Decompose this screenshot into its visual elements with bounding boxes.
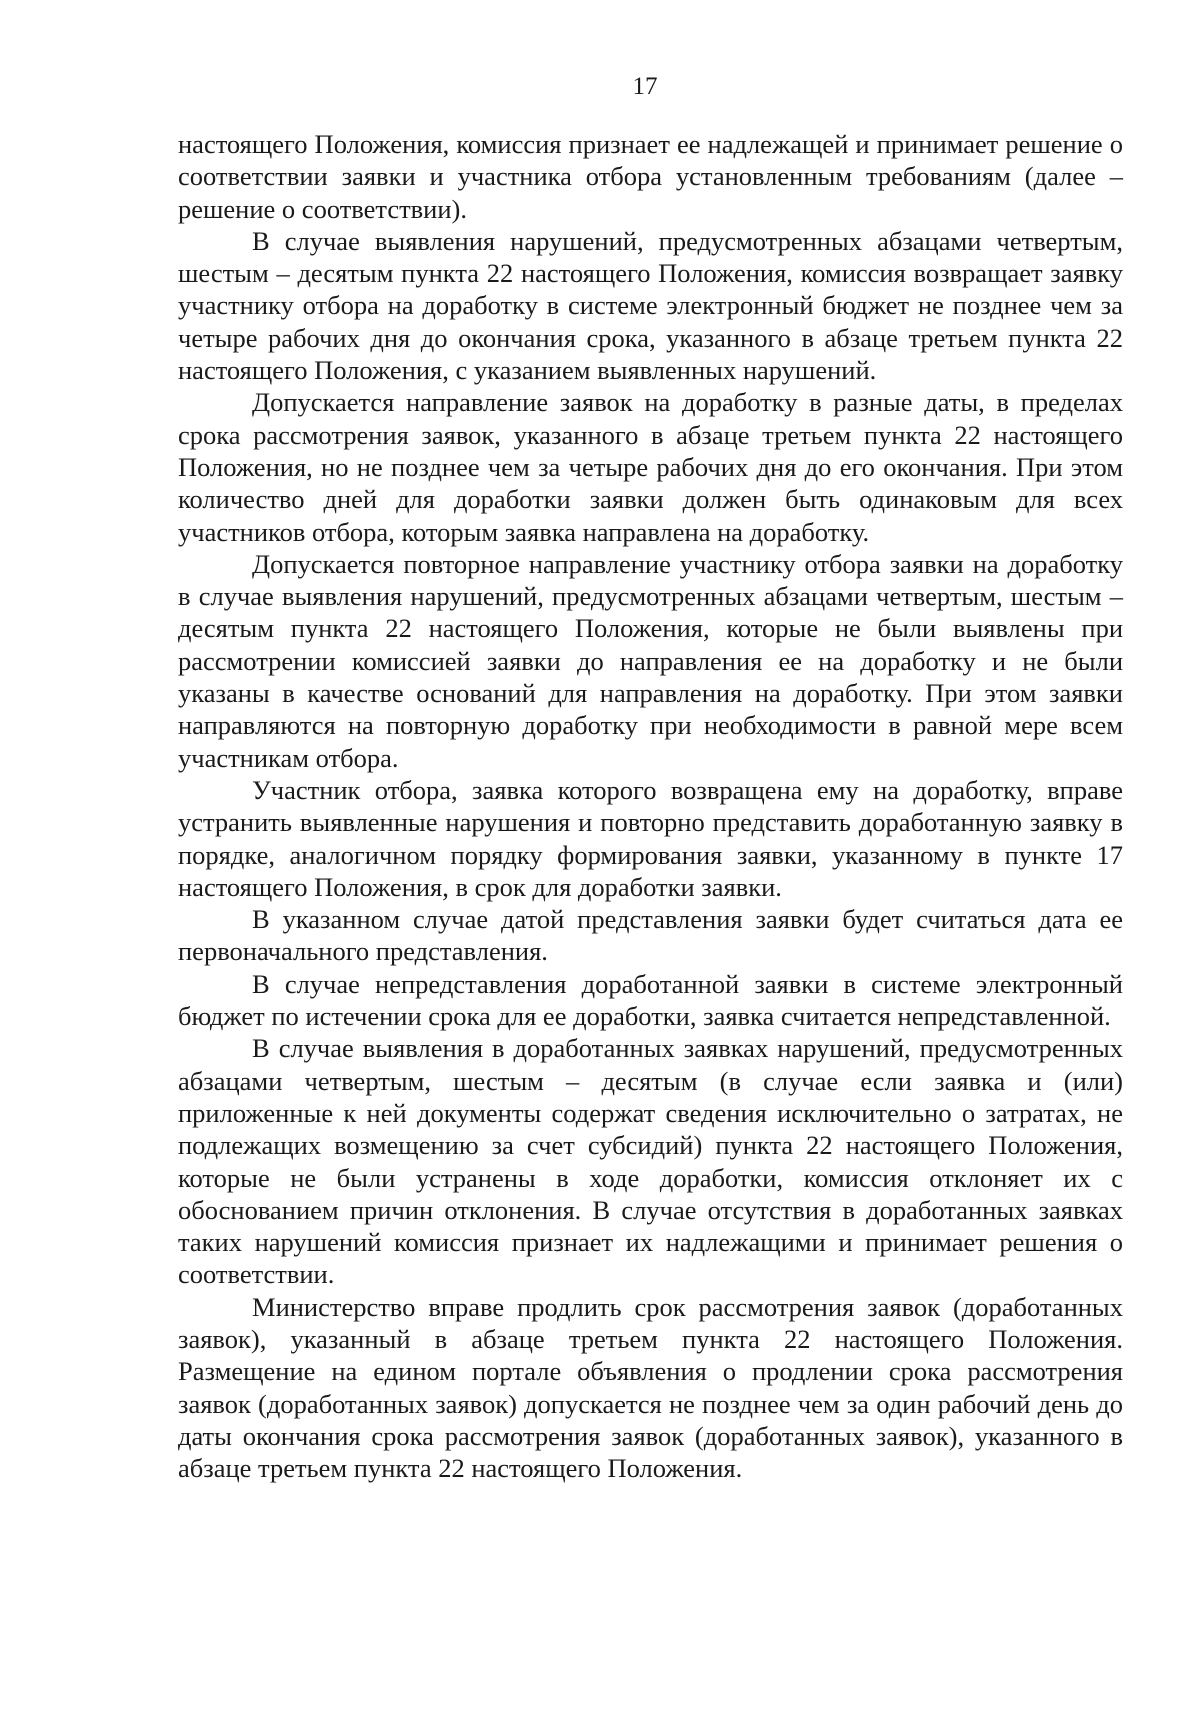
paragraph-submission-date: В указанном случае датой представления заявки будет считаться дата ее первоначального представления. xyxy=(178,904,1123,967)
paragraph-extension: Министерство вправе продлить срок рассмотрения заявок (доработанных заявок), указанный в абзаце третьем пункта 22 настоящего Положения. Размещение на едином портале объявления о продлении срока рассмотрения заявок (доработанных заявок) допускается не позднее чем за один рабочий день до даты окончания срока рассмотрения заявок (доработанных заявок), указанного в абзаце третьем пункта 22 настоящего Положения. xyxy=(178,1291,1123,1484)
page-number: 17 xyxy=(632,73,658,100)
paragraph-return-for-revision: В случае выявления нарушений, предусмотренных абзацами четвертым, шестым – десятым пункта 22 настоящего Положения, комиссия возвращает заявку участнику отбора на доработку в системе электронный бюджет не позднее чем за четыре рабочих дня до окончания срока, указанного в абзаце третьем пункта 22 настоящего Положения, с указанием выявленных нарушений. xyxy=(178,225,1123,386)
paragraph-revision-dates: Допускается направление заявок на доработку в разные даты, в пределах срока рассмотрения заявок, указанного в абзаце третьем пункта 22 настоящего Положения, но не позднее чем за четыре рабочих дня до его окончания. При этом количество дней для доработки заявки должен быть одинаковым для всех участников отбора, которым заявка направлена на доработку. xyxy=(178,387,1123,547)
paragraph-non-submission: В случае непредставления доработанной заявки в системе электронный бюджет по истечении срока для ее доработки, заявка считается непредставленной. xyxy=(178,968,1123,1032)
paragraph-repeat-revision: Допускается повторное направление участнику отбора заявки на доработку в случае выявления нарушений, предусмотренных абзацами четвертым, шестым – десятым пункта 22 настоящего Положения, которые не были выявлены при рассмотрении комиссией заявки до направления ее на доработку и не были указаны в качестве оснований для направления на доработку. При этом заявки направляются на повторную доработку при необходимости в равной мере всем участникам отбора. xyxy=(178,548,1123,773)
paragraph-rejection: В случае выявления в доработанных заявках нарушений, предусмотренных абзацами четвертым, шестым – десятым (в случае если заявка и (или) приложенные к ней документы содержат сведения исключительно о затратах, не подлежащих возмещению за счет субсидий) пункта 22 настоящего Положения, которые не были устранены в ходе доработки, комиссия отклоняет их с обоснованием причин отклонения. В случае отсутствия в доработанных заявках таких нарушений комиссия признает их надлежащими и принимает решения о соответствии. xyxy=(178,1033,1123,1290)
document-body xyxy=(178,128,1123,1484)
paragraph-participant-rights: Участник отбора, заявка которого возвращена ему на доработку, вправе устранить выявленные нарушения и повторно представить доработанную заявку в порядке, аналогичном порядку формирования заявки, указанному в пункте 17 настоящего Положения, в срок для доработки заявки. xyxy=(178,774,1123,902)
paragraph-continuation: настоящего Положения, комиссия признает ее надлежащей и принимает решение о соответствии заявки и участника отбора установленным требованиям (далее – решение о соответствии). xyxy=(178,129,1123,224)
